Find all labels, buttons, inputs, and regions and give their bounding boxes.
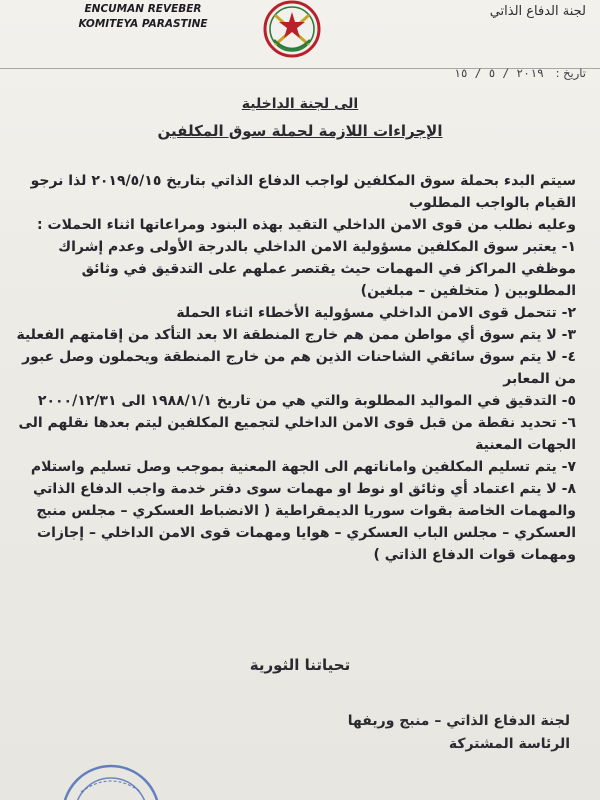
list-item: ٣- لا يتم سوق أي مواطن ممن هم خارج المنطقة الا بعد التأكد من إقامتهم الفعلية — [16, 327, 576, 343]
date-value: ۲۰۱۹ / ٥ / ١٥ — [453, 66, 544, 80]
official-stamp — [46, 752, 176, 800]
list-item: ٢- تتحمل قوى الامن الداخلي مسؤولية الأخطاء اثناء الحملة — [176, 305, 576, 321]
signature-line-1: لجنة الدفاع الذاتي – منبج وريفها — [347, 713, 570, 729]
header-left-line-1: ENCUMAN REVEBER — [84, 3, 202, 15]
signature-block — [348, 710, 570, 756]
list-item: ٧- يتم تسليم المكلفين واماناتهم الى الجهة المعنية بموجب وصل تسليم واستلام — [30, 459, 576, 475]
header-right-title: لجنة الدفاع الذاتي — [489, 4, 586, 19]
list-item: ٤- لا يتم سوق سائقي الشاحنات الذين هم من خارج المنطقة ويحملون وصل عبور من المعابر — [22, 349, 576, 387]
list-item: ٦- تحديد نقطة من قبل قوى الامن الداخلي لتجميع المكلفين ليتم بعدها نقلهم الى الجهات المعنية — [18, 415, 576, 453]
emblem-logo — [262, 0, 322, 62]
list-item: ١- يعتبر سوق المكلفين مسؤولية الامن الداخلي بالدرجة الأولى وعدم إشراك موظفي المراكز في المهمات حيث يقتصر عملهم على التدقيق في وثائق المطلوبين ( متخلفين – مبلغين) — [58, 239, 576, 299]
document-subject: الإجراءات اللازمة لحملة سوق المكلفين — [157, 122, 443, 140]
document-body — [10, 170, 576, 566]
intro-paragraph: سيتم البدء بحملة سوق المكلفين لواجب الدفاع الذاتي بتاريخ ٢٠١٩/٥/١٥ لذا نرجو القيام بالواجب المطلوب — [30, 173, 576, 211]
closing-greeting: تحياتنا الثورية — [249, 656, 351, 674]
addressee: الى لجنة الداخلية — [241, 96, 359, 112]
list-item: ٨- لا يتم اعتماد أي وثائق او نوط او مهمات سوى دفتر خدمة واجب الدفاع الذاتي والمهمات الخاصة بقوات سوريا الديمقراطية ( الانضباط العسكري – مجلس منبج العسكري – مجلس الباب العسكري – هوايا ومهمات قوى الامن الداخلي – إجازات ومهمات قوات الدفاع الذاتي ) — [32, 481, 576, 563]
header-left-line-2: KOMITEYA PARASTINE — [78, 18, 208, 30]
list-item: ٥- التدقيق في المواليد المطلوبة والتي هي من تاريخ ١٩٨٨/١/١ الى ٢٠٠٠/١٢/٣١ — [37, 393, 576, 409]
signature-line-2: الرئاسة المشتركة — [448, 736, 570, 752]
date-row — [454, 66, 586, 80]
header-left-block — [58, 0, 228, 32]
date-label: تاريخ : — [555, 66, 586, 80]
request-paragraph: وعليه نطلب من قوى الامن الداخلي التقيد بهذه البنود ومراعاتها اثناء الحملات : — [37, 217, 576, 233]
